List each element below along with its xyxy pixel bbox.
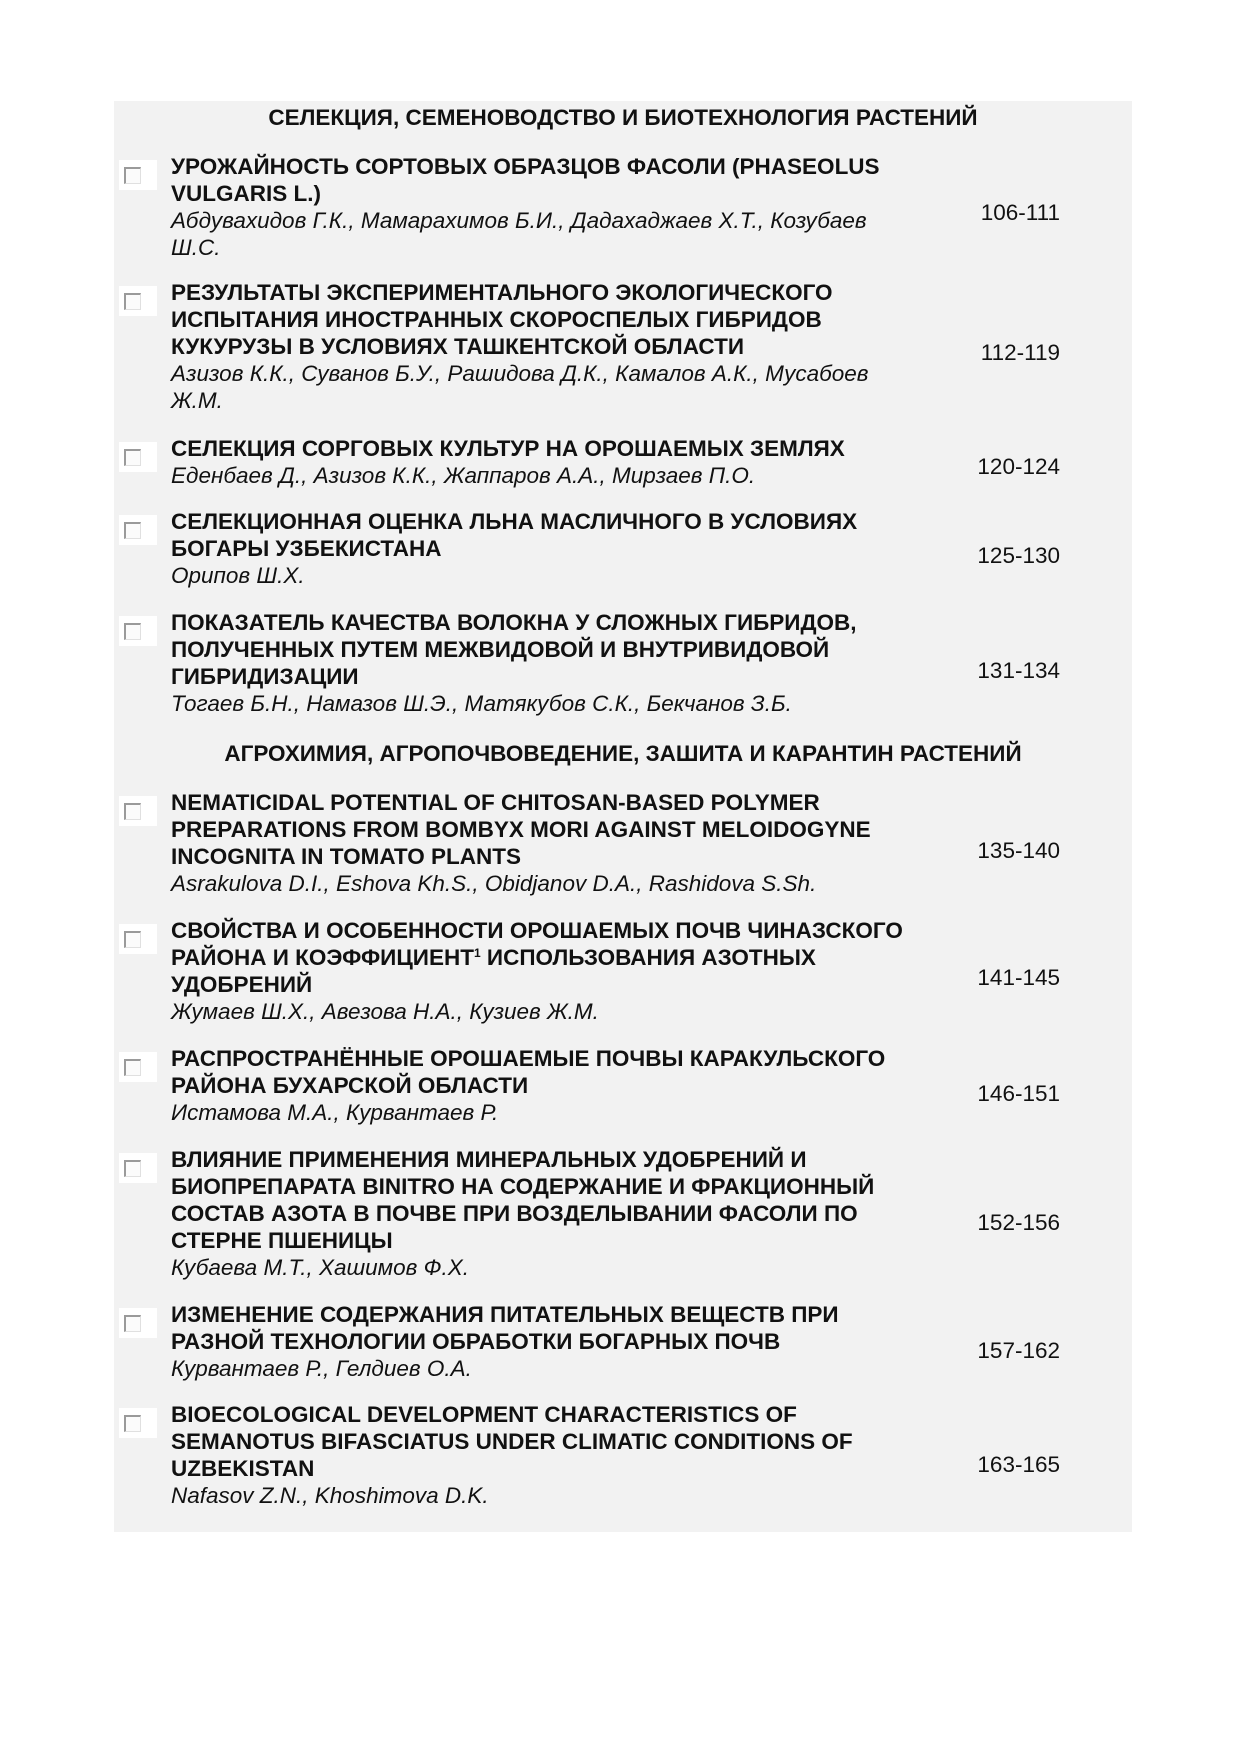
section-heading: СЕЛЕКЦИЯ, СЕМЕНОВОДСТВО И БИОТЕХНОЛОГИЯ РАСТЕНИЙ [268, 105, 978, 130]
article-title[interactable]: ИЗМЕНЕНИЕ СОДЕРЖАНИЯ ПИТАТЕЛЬНЫХ ВЕЩЕСТВ ПРИ РАЗНОЙ ТЕХНОЛОГИИ ОБРАБОТКИ БОГАРНЫХ ПОЧВ [171, 1302, 839, 1354]
article-title[interactable]: РЕЗУЛЬТАТЫ ЭКСПЕРИМЕНТАЛЬНОГО ЭКОЛОГИЧЕСКОГО ИСПЫТАНИЯ ИНОСТРАННЫХ СКОРОСПЕЛЫХ ГИБРИДОВ КУКУРУЗЫ В УСЛОВИЯХ ТАШКЕНТСКОЙ ОБЛАСТИ [171, 280, 833, 359]
checkbox-icon[interactable] [119, 1153, 157, 1183]
checkbox-icon[interactable] [119, 1408, 157, 1438]
article-authors: Курвантаев Р., Гелдиев О.А. [171, 1356, 472, 1381]
article-authors: Тогаев Б.Н., Намазов Ш.Э., Матякубов С.К., Бекчанов З.Б. [171, 691, 792, 716]
article-title[interactable]: УРОЖАЙНОСТЬ СОРТОВЫХ ОБРАЗЦОВ ФАСОЛИ (PHASEOLUS VULGARIS L.) [171, 154, 880, 206]
checkbox-icon[interactable] [119, 160, 157, 190]
table-of-contents [114, 101, 1132, 1532]
article-authors: Еденбаев Д., Азизов К.К., Жаппаров А.А., Мирзаев П.О. [171, 463, 756, 488]
article-pages: 152-156 [977, 1210, 1060, 1235]
checkbox-icon[interactable] [119, 924, 157, 954]
article-title[interactable]: СЕЛЕКЦИЯ СОРГОВЫХ КУЛЬТУР НА ОРОШАЕМЫХ ЗЕМЛЯХ [171, 436, 845, 461]
article-authors: Истамова М.А., Курвантаев Р. [171, 1100, 499, 1125]
article-authors: Nafasov Z.N., Khoshimova D.K. [171, 1483, 489, 1508]
article-authors: Орипов Ш.Х. [171, 563, 305, 588]
section-heading: АГРОХИМИЯ, АГРОПОЧВОВЕДЕНИЕ, ЗАШИТА И КАРАНТИН РАСТЕНИЙ [224, 741, 1022, 766]
article-authors: Абдувахидов Г.К., Мамарахимов Б.И., Дадахаджаев Х.Т., Козубаев Ш.С. [171, 208, 867, 260]
article-authors: Asrakulova D.I., Eshova Kh.S., Obidjanov D.A., Rashidova S.Sh. [171, 871, 817, 896]
article-title[interactable]: СВОЙСТВА И ОСОБЕННОСТИ ОРОШАЕМЫХ ПОЧВ ЧИНАЗСКОГО РАЙОНА И КОЭФФИЦИЕНТ$^1$ ИСПОЛЬЗОВАНИЯ АЗОТНЫХ УДОБРЕНИЙ [171, 918, 903, 997]
article-pages: 131-134 [977, 658, 1060, 683]
checkbox-icon[interactable] [119, 286, 157, 316]
article-title[interactable]: ПОКАЗАТЕЛЬ КАЧЕСТВА ВОЛОКНА У СЛОЖНЫХ ГИБРИДОВ, ПОЛУЧЕННЫХ ПУТЕМ МЕЖВИДОВОЙ И ВНУТРИВИДОВОЙ ГИБРИДИЗАЦИИ [171, 610, 857, 689]
article-pages: 120-124 [977, 454, 1060, 479]
article-pages: 163-165 [977, 1452, 1060, 1477]
article-title[interactable]: ВЛИЯНИЕ ПРИМЕНЕНИЯ МИНЕРАЛЬНЫХ УДОБРЕНИЙ И БИОПРЕПАРАТА BINITRO НА СОДЕРЖАНИЕ И ФРАКЦИОННЫЙ СОСТАВ АЗОТА В ПОЧВЕ ПРИ ВОЗДЕЛЫВАНИИ ФАСОЛИ ПО СТЕРНЕ ПШЕНИЦЫ [171, 1147, 875, 1253]
checkbox-icon[interactable] [119, 796, 157, 826]
article-pages: 141-145 [977, 965, 1060, 990]
article-title[interactable]: BIOECOLOGICAL DEVELOPMENT CHARACTERISTICS OF SEMANOTUS BIFASCIATUS UNDER CLIMATIC CONDITIONS OF UZBEKISTAN [171, 1402, 853, 1481]
checkbox-icon[interactable] [119, 515, 157, 545]
article-title[interactable]: РАСПРОСТРАНЁННЫЕ ОРОШАЕМЫЕ ПОЧВЫ КАРАКУЛЬСКОГО РАЙОНА БУХАРСКОЙ ОБЛАСТИ [171, 1046, 886, 1098]
article-authors: Азизов К.К., Суванов Б.У., Рашидова Д.К., Камалов А.К., Мусабоев Ж.М. [171, 361, 869, 413]
article-title[interactable]: СЕЛЕКЦИОННАЯ ОЦЕНКА ЛЬНА МАСЛИЧНОГО В УСЛОВИЯХ БОГАРЫ УЗБЕКИСТАНА [171, 509, 858, 561]
checkbox-icon[interactable] [119, 616, 157, 646]
article-pages: 135-140 [977, 838, 1060, 863]
article-pages: 106-111 [980, 200, 1060, 225]
checkbox-icon[interactable] [119, 1308, 157, 1338]
article-pages: 125-130 [977, 543, 1060, 568]
article-authors: Кубаева М.Т., Хашимов Ф.Х. [171, 1255, 469, 1280]
checkbox-icon[interactable] [119, 442, 157, 472]
checkbox-icon[interactable] [119, 1052, 157, 1082]
article-authors: Жумаев Ш.Х., Авезова Н.А., Кузиев Ж.М. [171, 999, 599, 1024]
article-pages: 146-151 [977, 1081, 1060, 1106]
article-pages: 112-119 [980, 340, 1060, 365]
footnote-marker: 1 [473, 946, 481, 960]
article-pages: 157-162 [977, 1338, 1060, 1363]
article-title[interactable]: NEMATICIDAL POTENTIAL OF CHITOSAN-BASED POLYMER PREPARATIONS FROM BOMBYX MORI AGAINST MELOIDOGYNE INCOGNITA IN TOMATO PLANTS [171, 790, 871, 869]
